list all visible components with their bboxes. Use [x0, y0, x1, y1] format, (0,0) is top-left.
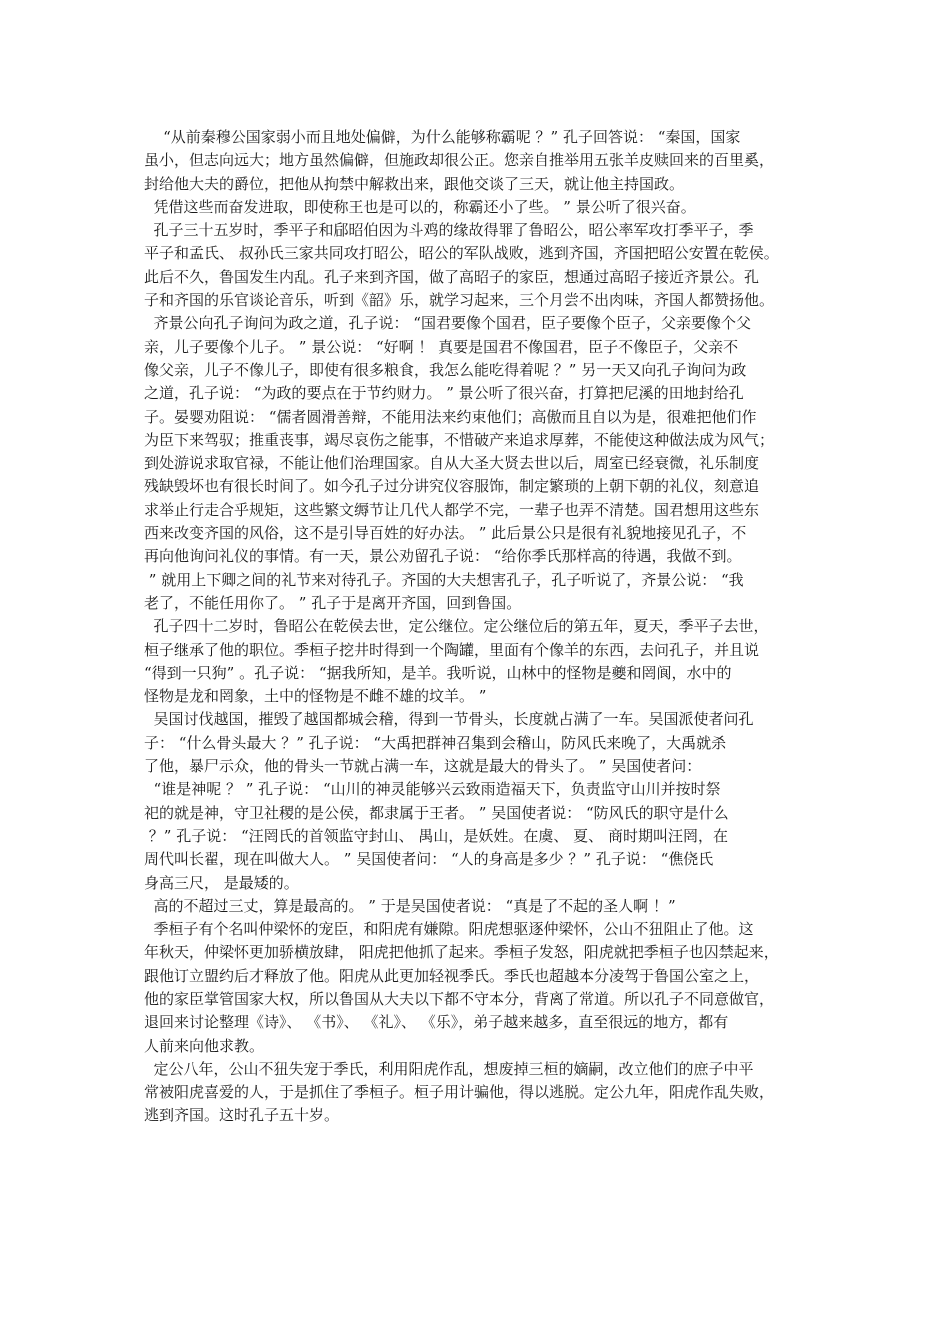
text-line: 子。晏婴劝阻说： “儒者圆滑善辩，不能用法来约束他们；高傲而且自以为是，很难把他们作	[144, 407, 757, 426]
text-line: 年秋天，仲梁怀更加骄横放肆， 阳虎把他抓了起来。季桓子发怒，阳虎就把季桓子也囚禁起来，	[144, 943, 779, 962]
text-line: 定公八年，公山不狃失宠于季氏，利用阳虎作乱，想废掉三桓的嫡嗣，改立他们的庶子中平	[144, 1059, 754, 1078]
text-line: 像父亲，儿子不像儿子，即使有很多粮食，我怎么能吃得着呢 ？” 另一天又向孔子询问为政	[144, 360, 747, 379]
text-line: ” 就用上下卿之间的礼节来对待孔子。齐国的大夫想害孔子，孔子听说了，齐景公说： “我	[144, 570, 744, 589]
text-line: 子和齐国的乐官谈论音乐，听到《韶》乐，就学习起来，三个月尝不出肉味，齐国人都赞扬他。	[144, 291, 775, 310]
text-line: 逃到齐国。这时孔子五十岁。	[144, 1106, 340, 1125]
text-line: 孔子三十五岁时，季平子和郈昭伯因为斗鸡的缘故得罪了鲁昭公，昭公率军攻打季平子，季	[144, 221, 754, 240]
text-line: 封给他大夫的爵位，把他从拘禁中解救出来，跟他交谈了三天，就让他主持国政。	[144, 174, 685, 193]
body-text	[144, 126, 824, 1128]
text-line: 高的不超过三丈，算是最高的。 ” 于是吴国使者说： “真是了不起的圣人啊 ！”	[144, 896, 676, 915]
text-line: 此后不久，鲁国发生内乱。孔子来到齐国，做了高昭子的家臣，想通过高昭子接近齐景公。孔	[144, 267, 760, 286]
text-line: 常被阳虎喜爱的人，于是抓住了季桓子。桓子用计骗他，得以逃脱。定公九年，阳虎作乱失败，	[144, 1083, 775, 1102]
text-line: 西来改变齐国的风俗，这不是引导百姓的好办法。 ” 此后景公只是很有礼貌地接见孔子，不	[144, 524, 747, 543]
text-line: 季桓子有个名叫仲梁怀的宠臣，和阳虎有嫌隙。阳虎想驱逐仲梁怀，公山不狃阻止了他。这	[144, 920, 754, 939]
text-line: 凭借这些而奋发进取，即使称王也是可以的，称霸还小了些。 ” 景公听了很兴奋。	[144, 197, 696, 216]
text-line: ？” 孔子说： “汪罔氏的首领监守封山、 禺山，是妖姓。在虞、 夏、 商时期叫汪罔，在	[144, 826, 728, 845]
text-line: 齐景公向孔子询问为政之道，孔子说： “国君要像个国君，臣子要像个臣子，父亲要像个父	[144, 314, 751, 333]
text-line: “谁是神呢 ？ ” 孔子说： “山川的神灵能够兴云致雨造福天下，负责监守山川并按时祭	[144, 780, 721, 799]
text-line: 他的家臣掌管国家大权，所以鲁国从大夫以下都不守本分，背离了常道。所以孔子不同意做官，	[144, 989, 775, 1008]
text-line: 老了，不能任用你了。 ” 孔子于是离开齐国，回到鲁国。	[144, 593, 522, 612]
text-line: 再向他询问礼仪的事情。有一天，景公劝留孔子说： “给你季氏那样高的待遇，我做不到。	[144, 547, 742, 566]
text-line: 到处游说求取官禄，不能让他们治理国家。自从大圣大贤去世以后，周室已经衰微，礼乐制度	[144, 454, 760, 473]
text-line: 跟他订立盟约后才释放了他。阳虎从此更加轻视季氏。季氏也超越本分凌驾于鲁国公室之上，	[144, 966, 760, 985]
text-line: 亲，儿子要像个儿子。 ” 景公说： “好啊 ！ 真要是国君不像国君，臣子不像臣子，父亲不	[144, 337, 739, 356]
text-line: “从前秦穆公国家弱小而且地处偏僻，为什么能够称霸呢 ？” 孔子回答说： “秦国，国家	[144, 128, 741, 146]
text-line: 人前来向他求教。	[144, 1036, 265, 1055]
text-line: “得到一只狗” 。孔子说： “据我所知，是羊。我听说，山林中的怪物是夔和罔阆，水中的	[144, 663, 732, 682]
text-line: 吴国讨伐越国，摧毁了越国都城会稽，得到一节骨头，长度就占满了一车。吴国派使者问孔	[144, 710, 754, 729]
text-line: 孔子四十二岁时，鲁昭公在乾侯去世，定公继位。定公继位后的第五年，夏天，季平子去世，	[144, 617, 769, 636]
text-line: 子： “什么骨头最大 ？” 孔子说： “大禹把群神召集到会稽山，防风氏来晚了，大禹就杀	[144, 733, 727, 752]
text-line: 周代叫长翟，现在叫做大人。 ” 吴国使者问： “人的身高是多少 ？” 孔子说： “僬侥氏	[144, 850, 714, 869]
text-line: 怪物是龙和罔象，土中的怪物是不雌不雄的坟羊。 ”	[144, 687, 487, 706]
text-line: 退回来讨论整理《诗》、 《书》、 《礼》、 《乐》，弟子越来越多，直至很远的地方，都有	[144, 1013, 729, 1032]
text-line: 为臣下来驾驭；推重丧事，竭尽哀伤之能事，不惜破产来追求厚葬，不能使这种做法成为风气；	[144, 430, 775, 449]
text-line: 身高三尺， 是最矮的。	[144, 873, 299, 892]
text-line: 求举止行走合乎规矩，这些繁文缛节让几代人都学不完，一辈子也弄不清楚。国君想用这些东	[144, 500, 760, 519]
text-line: 之道，孔子说： “为政的要点在于节约财力。 ” 景公听了很兴奋，打算把尼溪的田地封给孔	[144, 384, 744, 403]
text-line: 平子和孟氏、 叔孙氏三家共同攻打昭公，昭公的军队战败，逃到齐国，齐国把昭公安置在乾侯。	[144, 244, 779, 263]
text-line: 祀的就是神，守卫社稷的是公侯，都隶属于王者。 ” 吴国使者说： “防风氏的职守是什么	[144, 803, 729, 822]
text-line: 残缺毁坏也有很长时间了。如今孔子过分讲究仪容服饰，制定繁琐的上朝下朝的礼仪，刻意追	[144, 477, 760, 496]
text-line: 桓子继承了他的职位。季桓子挖井时得到一个陶罐，里面有个像羊的东西，去问孔子，并且说	[144, 640, 760, 659]
text-line: 了他，暴尸示众，他的骨头一节就占满一车，这就是最大的骨头了。 ” 吴国使者问：	[144, 757, 702, 776]
text-line: 虽小，但志向远大；地方虽然偏僻，但施政却很公正。您亲自推举用五张羊皮赎回来的百里奚，	[144, 151, 775, 170]
